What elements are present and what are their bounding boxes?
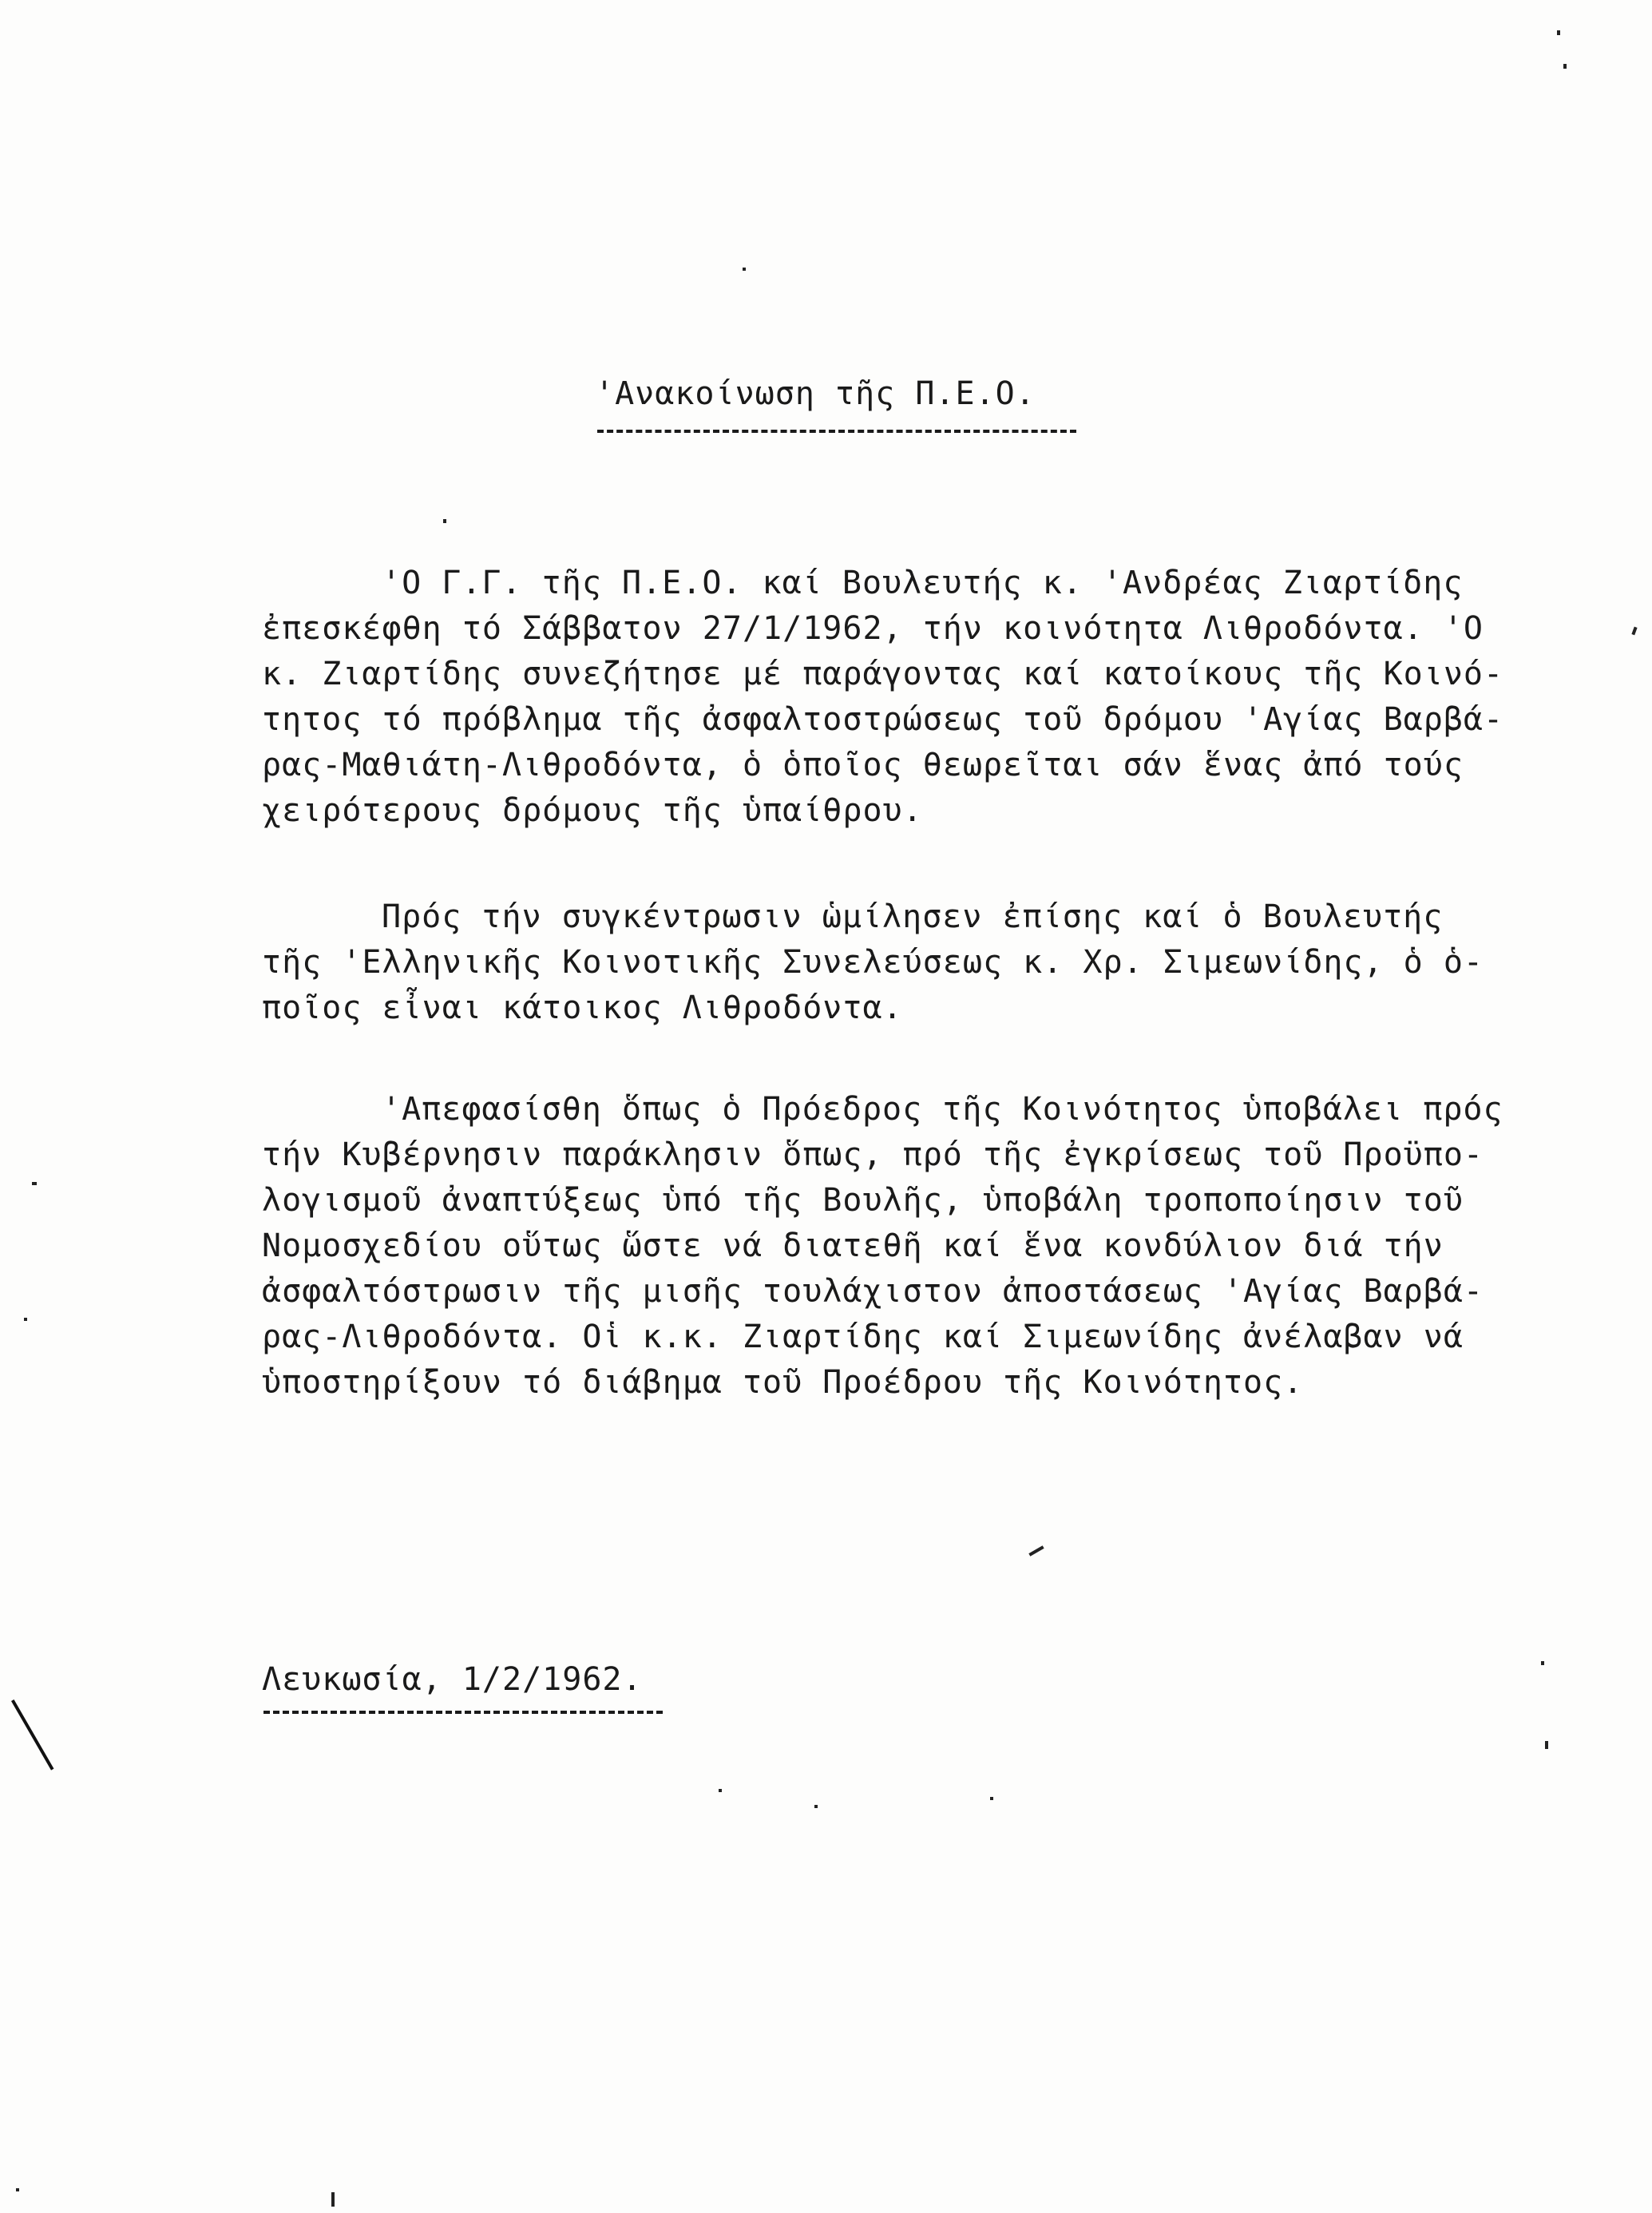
- scan-speck: [443, 519, 446, 523]
- paragraph-line: ὑποστηρίξουν τό διάβημα τοῦ Προέδρου τῆς Κοινότητος.: [262, 1364, 1304, 1401]
- stray-slash-mark: [11, 1699, 53, 1771]
- paragraph-line: τῆς 'Ελληνικῆς Κοινοτικῆς Συνελεύσεως κ. Χρ. Σιμεωνίδης, ὁ ὁ-: [262, 944, 1484, 981]
- paragraph-line: 'Απεφασίσθη ὅπως ὁ Πρόεδρος τῆς Κοινότητος ὑποβάλει πρός: [382, 1091, 1503, 1128]
- paragraph-line: χειρότερους δρόμους τῆς ὑπαίθρου.: [262, 792, 923, 829]
- scan-speck: [719, 1789, 722, 1792]
- scan-speck: [1028, 1545, 1044, 1556]
- paragraph-line: ποῖος εἶναι κάτοικος Λιθροδόντα.: [262, 990, 903, 1026]
- paragraph-line: λογισμοῦ ἀναπτύξεως ὑπό τῆς Βουλῆς, ὑποβάλη τροποποίησιν τοῦ: [262, 1182, 1464, 1219]
- scan-speck: [990, 1797, 993, 1800]
- paragraph-1: [262, 561, 1571, 834]
- date-underline: [263, 1711, 663, 1714]
- paragraph-line: ἀσφαλτόστρωσιν τῆς μισῆς τουλάχιστον ἀποστάσεως 'Αγίας Βαρβά-: [262, 1273, 1484, 1310]
- place-date: Λευκωσία, 1/2/1962.: [262, 1661, 643, 1698]
- paragraph-line: ἐπεσκέφθη τό Σάββατον 27/1/1962, τήν κοινότητα Λιθροδόντα. 'Ο: [262, 610, 1484, 647]
- paragraph-line: Νομοσχεδίου οὕτως ὥστε νά διατεθῆ καί ἕνα κονδύλιον διά τήν: [262, 1227, 1444, 1264]
- paragraph-line: τήν Κυβέρνησιν παράκλησιν ὅπως, πρό τῆς ἐγκρίσεως τοῦ Προϋπο-: [262, 1136, 1484, 1173]
- scan-speck: [16, 2188, 19, 2191]
- title-underline: [597, 430, 1076, 433]
- paragraph-line: ρας-Μαθιάτη-Λιθροδόντα, ὁ ὁποῖος θεωρεῖται σάν ἕνας ἀπό τούς: [262, 747, 1464, 783]
- scan-speck: [1563, 64, 1567, 69]
- paragraph-line: 'Ο Γ.Γ. τῆς Π.Ε.Ο. καί Βουλευτής κ. 'Ανδρέας Ζιαρτίδης: [382, 565, 1464, 601]
- scan-speck: [1545, 1741, 1548, 1749]
- paragraph-3: [262, 1087, 1571, 1406]
- scan-speck: [814, 1805, 818, 1808]
- paragraph-line: ρας-Λιθροδόντα. Οἱ κ.κ. Ζιαρτίδης καί Σιμεωνίδης ἀνέλαβαν νά: [262, 1319, 1464, 1355]
- scan-speck: [32, 1182, 37, 1185]
- paragraph-line: Πρός τήν συγκέντρωσιν ὡμίλησεν ἐπίσης καί ὁ Βουλευτής: [382, 898, 1444, 935]
- paragraph-2: [262, 894, 1571, 1031]
- scan-speck: [331, 2192, 335, 2207]
- paragraph-line: τητος τό πρόβλημα τῆς ἀσφαλτοστρώσεως τοῦ δρόμου 'Αγίας Βαρβά-: [262, 701, 1504, 738]
- document-title: 'Ανακοίνωση τῆς Π.Ε.Ο.: [595, 375, 1036, 412]
- scan-speck: [1541, 1661, 1544, 1665]
- scan-speck: [1557, 30, 1560, 35]
- scan-speck: [1631, 627, 1637, 636]
- scan-speck: [24, 1318, 27, 1321]
- paragraph-line: κ. Ζιαρτίδης συνεζήτησε μέ παράγοντας καί κατοίκους τῆς Κοινό-: [262, 656, 1504, 692]
- scan-speck: [743, 268, 746, 271]
